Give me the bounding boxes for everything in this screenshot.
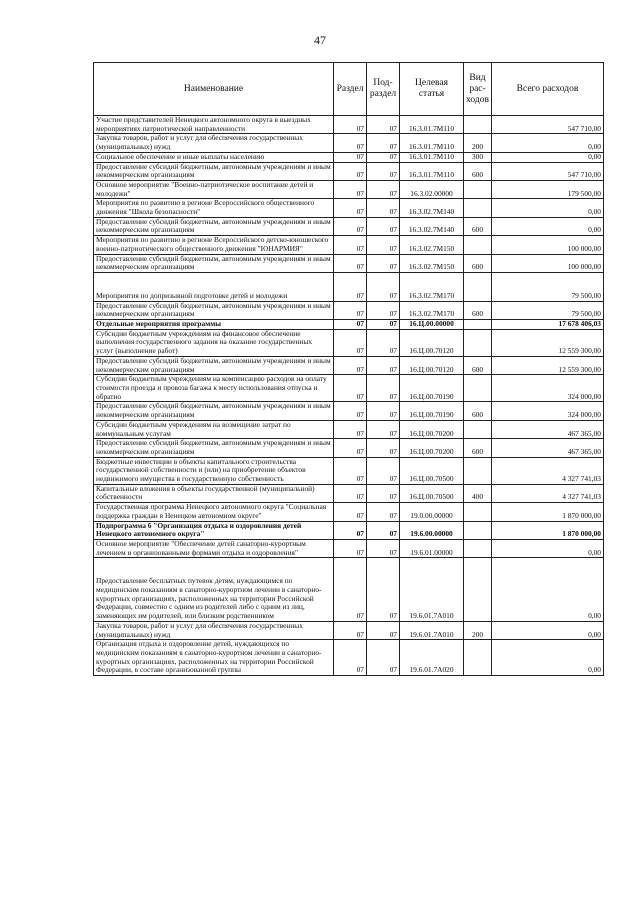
row-podrazdel: 07 xyxy=(367,152,400,162)
row-total: 0,00 xyxy=(492,134,604,152)
row-name: Социальное обеспечение и иные выплаты населению xyxy=(94,152,334,162)
table-row xyxy=(94,457,604,484)
table-body xyxy=(94,116,604,676)
row-code: 16.3.02.7М150 xyxy=(400,254,464,272)
row-razdel: 07 xyxy=(334,116,367,134)
row-code: 16.Ц.00.70500 xyxy=(400,457,464,484)
row-razdel: 07 xyxy=(334,457,367,484)
row-vid xyxy=(464,640,492,676)
row-name: Предоставление бесплатных путевок детям, нуждающимся по медицинским показаниям в санаторно-курортном лечении в санаторно-курортных организациях, расположенных на территории Российской Федерации, совместно с одним из родителей либо с одним из лиц, заменяющих им родителей, или близким родственником xyxy=(94,558,334,622)
row-vid: 600 xyxy=(464,356,492,374)
row-total: 1 870 000,00 xyxy=(492,521,604,539)
row-vid xyxy=(464,180,492,198)
row-name: Предоставление субсидий бюджетным, автономным учреждениям и иным некоммерческим организациям xyxy=(94,301,334,319)
row-total: 17 678 406,03 xyxy=(492,320,604,330)
row-vid xyxy=(464,539,492,557)
row-code: 16.Ц.00.70500 xyxy=(400,484,464,502)
row-name: Предоставление субсидий бюджетным, автономным учреждениям и иным некоммерческим организациям xyxy=(94,217,334,235)
row-vid: 600 xyxy=(464,162,492,180)
row-total: 100 000,00 xyxy=(492,236,604,254)
row-total: 12 559 300,00 xyxy=(492,356,604,374)
row-total: 0,00 xyxy=(492,640,604,676)
row-podrazdel: 07 xyxy=(367,375,400,402)
row-code: 16.Ц.00.70120 xyxy=(400,329,464,356)
table-row xyxy=(94,375,604,402)
row-code: 19.6.01.7А020 xyxy=(400,640,464,676)
table-row xyxy=(94,420,604,438)
row-code: 16.Ц.00.70120 xyxy=(400,356,464,374)
row-razdel: 07 xyxy=(334,236,367,254)
row-code: 16.Ц.00.70200 xyxy=(400,439,464,457)
row-podrazdel: 07 xyxy=(367,420,400,438)
table-row xyxy=(94,521,604,539)
row-razdel: 07 xyxy=(334,254,367,272)
table-row xyxy=(94,236,604,254)
table-row xyxy=(94,162,604,180)
row-total: 324 000,00 xyxy=(492,375,604,402)
row-podrazdel: 07 xyxy=(367,199,400,217)
row-razdel: 07 xyxy=(334,484,367,502)
row-code: 16.3.01.7М110 xyxy=(400,116,464,134)
row-code: 16.3.02.7М140 xyxy=(400,199,464,217)
table-row xyxy=(94,134,604,152)
row-podrazdel: 07 xyxy=(367,521,400,539)
row-razdel: 07 xyxy=(334,503,367,521)
row-vid xyxy=(464,521,492,539)
budget-table xyxy=(93,62,604,676)
row-total: 0,00 xyxy=(492,539,604,557)
table-row xyxy=(94,180,604,198)
table-row xyxy=(94,503,604,521)
row-razdel: 07 xyxy=(334,539,367,557)
row-total: 547 710,00 xyxy=(492,162,604,180)
row-total: 547 710,00 xyxy=(492,116,604,134)
row-total: 79 500,00 xyxy=(492,272,604,301)
row-podrazdel: 07 xyxy=(367,134,400,152)
row-vid xyxy=(464,199,492,217)
table-row xyxy=(94,320,604,330)
row-vid xyxy=(464,558,492,622)
table-row xyxy=(94,539,604,557)
row-code: 16.Ц.00.70190 xyxy=(400,375,464,402)
row-code: 16.3.02.7М170 xyxy=(400,301,464,319)
row-name: Организация отдыха и оздоровление детей, нуждающихся по медицинским показаниям в санаторно-курортном лечении в санаторно-курортных организациях, расположенных на территории Российской Федерации, в составе организованной группы xyxy=(94,640,334,676)
row-total: 0,00 xyxy=(492,199,604,217)
header-podrazdel: Под- раздел xyxy=(367,63,400,116)
row-name: Отдельные мероприятия программы xyxy=(94,320,334,330)
row-vid xyxy=(464,420,492,438)
row-name: Мероприятия по развитию в регионе Всероссийского общественного движения "Школа безопасности" xyxy=(94,199,334,217)
row-vid: 300 xyxy=(464,152,492,162)
row-name: Мероприятия по развитию в регионе Всероссийского детско-юношеского военно-патриотического общественного движения "ЮНАРМИЯ" xyxy=(94,236,334,254)
row-total: 79 500,00 xyxy=(492,301,604,319)
row-podrazdel: 07 xyxy=(367,217,400,235)
row-code: 16.Ц.00.70190 xyxy=(400,402,464,420)
row-podrazdel: 07 xyxy=(367,116,400,134)
header-razdel: Раздел xyxy=(334,63,367,116)
row-podrazdel: 07 xyxy=(367,457,400,484)
row-total: 4 327 741,03 xyxy=(492,484,604,502)
row-name: Закупка товаров, работ и услуг для обеспечения государственных (муниципальных) нужд xyxy=(94,134,334,152)
table-row xyxy=(94,301,604,319)
row-razdel: 07 xyxy=(334,640,367,676)
table-row xyxy=(94,152,604,162)
row-total: 0,00 xyxy=(492,558,604,622)
table-row xyxy=(94,439,604,457)
row-name: Государственная программа Ненецкого автономного округа "Социальная поддержка граждан в Ненецком автономном округе" xyxy=(94,503,334,521)
row-vid xyxy=(464,236,492,254)
row-name: Закупка товаров, работ и услуг для обеспечения государственных (муниципальных) нужд xyxy=(94,621,334,639)
row-code: 16.Ц.00.70200 xyxy=(400,420,464,438)
header-total: Всего расходов xyxy=(492,63,604,116)
row-razdel: 07 xyxy=(334,180,367,198)
row-code: 16.3.02.7М170 xyxy=(400,272,464,301)
row-total: 100 000,00 xyxy=(492,254,604,272)
table-row xyxy=(94,272,604,301)
table-row xyxy=(94,199,604,217)
row-podrazdel: 07 xyxy=(367,439,400,457)
row-name: Подпрограмма 6 "Организация отдыха и оздоровления детей Ненецкого автономного округа" xyxy=(94,521,334,539)
row-code: 19.6.01.7А010 xyxy=(400,621,464,639)
row-name: Капитальные вложения в объекты государственной (муниципальной) собственности xyxy=(94,484,334,502)
row-razdel: 07 xyxy=(334,402,367,420)
row-podrazdel: 07 xyxy=(367,320,400,330)
row-code: 19.6.00.00000 xyxy=(400,521,464,539)
row-podrazdel: 07 xyxy=(367,640,400,676)
row-vid: 400 xyxy=(464,484,492,502)
table-row xyxy=(94,558,604,622)
row-podrazdel: 07 xyxy=(367,356,400,374)
row-vid: 200 xyxy=(464,621,492,639)
row-name: Бюджетные инвестиции в объекты капитального строительства государственной собственности и (или) на приобретение объектов недвижимого имущества в государственную собственность xyxy=(94,457,334,484)
row-vid xyxy=(464,320,492,330)
row-code: 19.0.00.00000 xyxy=(400,503,464,521)
row-name: Предоставление субсидий бюджетным, автономным учреждениям и иным некоммерческим организациям xyxy=(94,162,334,180)
row-name: Предоставление субсидий бюджетным, автономным учреждениям и иным некоммерческим организациям xyxy=(94,439,334,457)
row-name: Участие представителей Ненецкого автономного округа в выездных мероприятиях патриотической направленности xyxy=(94,116,334,134)
row-code: 16.Ц.00.00000 xyxy=(400,320,464,330)
row-vid: 600 xyxy=(464,254,492,272)
row-code: 16.3.01.7М110 xyxy=(400,162,464,180)
row-total: 0,00 xyxy=(492,217,604,235)
row-podrazdel: 07 xyxy=(367,180,400,198)
row-vid xyxy=(464,457,492,484)
row-podrazdel: 07 xyxy=(367,503,400,521)
header-vid-rashodov: Вид рас- ходов xyxy=(464,63,492,116)
row-code: 16.3.02.00000 xyxy=(400,180,464,198)
row-vid: 600 xyxy=(464,301,492,319)
row-name: Основное мероприятие "Военно-патриотическое воспитание детей и молодежи" xyxy=(94,180,334,198)
row-razdel: 07 xyxy=(334,301,367,319)
table-row xyxy=(94,621,604,639)
row-podrazdel: 07 xyxy=(367,621,400,639)
row-razdel: 07 xyxy=(334,152,367,162)
table-row xyxy=(94,116,604,134)
row-total: 179 500,00 xyxy=(492,180,604,198)
row-vid xyxy=(464,272,492,301)
row-podrazdel: 07 xyxy=(367,272,400,301)
row-vid xyxy=(464,116,492,134)
row-razdel: 07 xyxy=(334,420,367,438)
row-vid: 600 xyxy=(464,217,492,235)
row-total: 12 559 300,00 xyxy=(492,329,604,356)
row-total: 0,00 xyxy=(492,152,604,162)
row-code: 16.3.01.7М110 xyxy=(400,134,464,152)
header-tselevaya-statya: Целевая статья xyxy=(400,63,464,116)
row-total: 467 365,00 xyxy=(492,439,604,457)
row-razdel: 07 xyxy=(334,521,367,539)
row-total: 467 365,00 xyxy=(492,420,604,438)
row-name: Предоставление субсидий бюджетным, автономным учреждениям и иным некоммерческим организациям xyxy=(94,402,334,420)
row-razdel: 07 xyxy=(334,320,367,330)
row-razdel: 07 xyxy=(334,356,367,374)
row-vid xyxy=(464,503,492,521)
row-name: Субсидии бюджетным учреждениям на компенсацию расходов на оплату стоимости проезда и провоза багажа к месту использования отпуска и обратно xyxy=(94,375,334,402)
row-podrazdel: 07 xyxy=(367,254,400,272)
row-vid xyxy=(464,375,492,402)
row-razdel: 07 xyxy=(334,329,367,356)
row-vid xyxy=(464,329,492,356)
row-podrazdel: 07 xyxy=(367,484,400,502)
row-vid: 600 xyxy=(464,439,492,457)
row-total: 1 870 000,00 xyxy=(492,503,604,521)
row-razdel: 07 xyxy=(334,621,367,639)
row-vid: 200 xyxy=(464,134,492,152)
row-code: 16.3.02.7М150 xyxy=(400,236,464,254)
row-podrazdel: 07 xyxy=(367,402,400,420)
table-header-row xyxy=(94,63,604,116)
row-razdel: 07 xyxy=(334,439,367,457)
page-number: 47 xyxy=(314,33,326,47)
table-row xyxy=(94,402,604,420)
row-code: 16.3.01.7М110 xyxy=(400,152,464,162)
table-row xyxy=(94,254,604,272)
row-podrazdel: 07 xyxy=(367,539,400,557)
row-total: 4 327 741,03 xyxy=(492,457,604,484)
header-name: Наименование xyxy=(94,63,334,116)
table-row xyxy=(94,356,604,374)
row-razdel: 07 xyxy=(334,134,367,152)
row-podrazdel: 07 xyxy=(367,558,400,622)
row-name: Предоставление субсидий бюджетным, автономным учреждениям и иным некоммерческим организациям xyxy=(94,254,334,272)
row-total: 324 000,00 xyxy=(492,402,604,420)
table-row xyxy=(94,484,604,502)
row-podrazdel: 07 xyxy=(367,236,400,254)
row-razdel: 07 xyxy=(334,272,367,301)
row-name: Предоставление субсидий бюджетным, автономным учреждениям и иным некоммерческим организациям xyxy=(94,356,334,374)
row-podrazdel: 07 xyxy=(367,162,400,180)
row-razdel: 07 xyxy=(334,162,367,180)
row-razdel: 07 xyxy=(334,558,367,622)
row-name: Мероприятия по допризывной подготовке детей и молодежи xyxy=(94,272,334,301)
row-code: 16.3.02.7М140 xyxy=(400,217,464,235)
row-total: 0,00 xyxy=(492,621,604,639)
row-name: Субсидии бюджетным учреждениям на финансовое обеспечение выполнения государственного задания на оказание государственных услуг (выполнение работ) xyxy=(94,329,334,356)
row-razdel: 07 xyxy=(334,199,367,217)
table-row xyxy=(94,217,604,235)
table-row xyxy=(94,640,604,676)
row-name: Основное мероприятие "Обеспечение детей санаторно-курортным лечением и организованными формами отдыха и оздоровления" xyxy=(94,539,334,557)
row-code: 19.6.01.7А010 xyxy=(400,558,464,622)
row-razdel: 07 xyxy=(334,375,367,402)
table-row xyxy=(94,329,604,356)
row-code: 19.6.01.00000 xyxy=(400,539,464,557)
row-razdel: 07 xyxy=(334,217,367,235)
row-vid: 600 xyxy=(464,402,492,420)
row-podrazdel: 07 xyxy=(367,301,400,319)
row-podrazdel: 07 xyxy=(367,329,400,356)
row-name: Субсидии бюджетным учреждениям на возмещение затрат по коммунальным услугам xyxy=(94,420,334,438)
